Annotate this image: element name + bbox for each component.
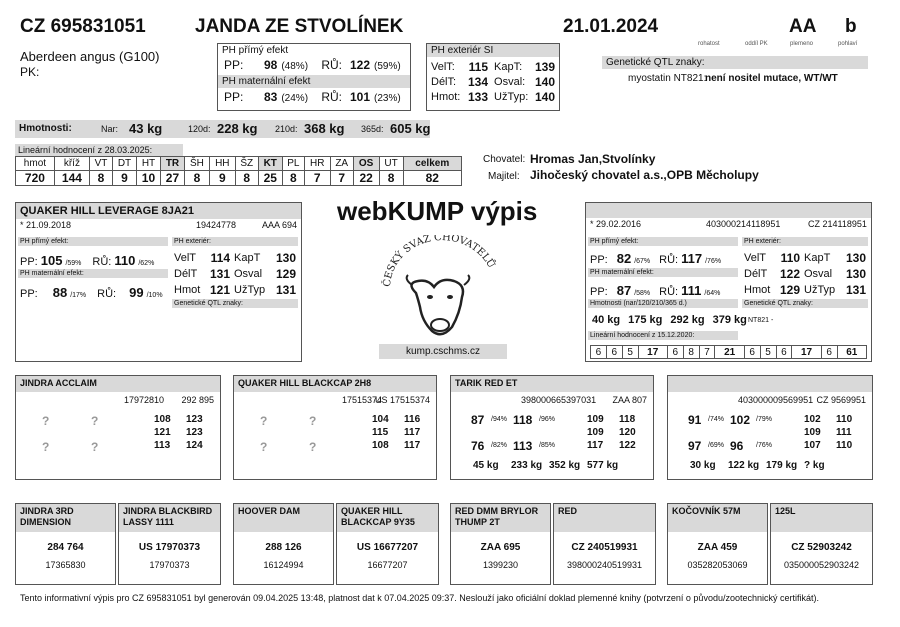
ph-exterior-box <box>426 43 560 111</box>
grandparent-unknown: ? <box>260 414 268 428</box>
weight-365-value: 605 kg <box>390 121 431 136</box>
dam-mpp: 87 <box>616 283 632 298</box>
ph-mru-label: RŮ: <box>321 90 343 104</box>
sire-mru-label: RŮ: <box>97 288 117 300</box>
dam-box <box>585 202 872 362</box>
grandparent-ext: 104 <box>372 414 389 425</box>
grandparent-ext: 109 <box>587 414 604 425</box>
sire-mpp-label: PP: <box>20 288 38 300</box>
ph-mpp-value: 83 <box>263 90 278 104</box>
sire-name: QUAKER HILL LEVERAGE 8JA21 <box>16 203 301 219</box>
dam-ext-value: 129 <box>779 283 800 297</box>
dam-mru: 111 <box>681 283 702 298</box>
sire-ext-value: 129 <box>275 267 296 281</box>
grandparent-name: JINDRA ACCLAIM <box>16 376 220 392</box>
great-grandparent-reg: 17365830 <box>45 560 86 570</box>
dam-ext-value: 130 <box>845 251 866 265</box>
great-grandparent-name: JINDRA 3RD DIMENSION <box>16 504 115 532</box>
grandparent-name <box>668 376 872 392</box>
grandparent-ru: 96 <box>730 439 744 453</box>
great-grandparent-breed: US 16677207 <box>356 542 419 553</box>
ext-label: DélT: <box>431 75 457 88</box>
grandparent-box <box>450 375 654 480</box>
sire-ext-label: Osval <box>234 268 263 280</box>
dam-linear-cell: 61 <box>837 346 866 359</box>
grandparent-reg: 17972810 <box>124 395 165 405</box>
cschms-logo <box>376 235 506 343</box>
linear-value-cell: 10 <box>136 171 160 186</box>
great-grandparent-name: JINDRA BLACKBIRD LASSY 1111 <box>119 504 220 532</box>
grandparent-ext: 113 <box>154 440 171 451</box>
great-grandparent-breed: CZ 52903242 <box>791 542 852 553</box>
grandparent-name: QUAKER HILL BLACKCAP 2H8 <box>234 376 436 392</box>
sire-ext-value: 130 <box>275 251 296 265</box>
animal-id: CZ 695831051 <box>20 16 146 37</box>
ph-maternal-title: PH maternální efekt <box>218 75 410 88</box>
sire-ext-label: KapT <box>234 252 261 264</box>
weight-nar-label: Nar: <box>101 124 119 134</box>
dam-qtl-title: Genetické QTL znaky: <box>742 299 868 308</box>
dam-linear-cell: 6 <box>591 346 607 359</box>
sire-ext-label: UžTyp <box>234 284 266 296</box>
dam-mpp-pct: /58% <box>634 290 651 297</box>
ext-value: 115 <box>468 59 489 74</box>
linear-value-cell: 8 <box>184 171 209 186</box>
great-grandparent-breed: ZAA 695 <box>480 542 521 553</box>
dam-linear-cell: 5 <box>760 346 776 359</box>
grandparent-pp: 97 <box>688 439 702 453</box>
great-grandparent-breed: ZAA 459 <box>697 542 738 553</box>
sire-ext-value: 114 <box>210 251 230 265</box>
dam-ext-value: 122 <box>779 267 800 281</box>
sire-ext-label: VelT <box>174 252 197 264</box>
linear-header-cell: celkem <box>403 157 461 171</box>
great-grandparent-breed: 288 126 <box>265 542 302 553</box>
dam-prime-title: PH přímý efekt: <box>588 237 738 246</box>
sire-prime-title: PH přímý efekt: <box>18 237 168 246</box>
great-grandparent-box <box>118 503 221 585</box>
grandparent-ext: 115 <box>372 427 389 438</box>
linear-value-cell: 22 <box>353 171 379 186</box>
great-grandparent-box <box>553 503 656 585</box>
dam-ext-value: 110 <box>780 251 800 265</box>
breeder-value: Hromas Jan,Stvolínky <box>530 152 656 166</box>
grandparent-weight: 233 kg <box>511 460 543 471</box>
linear-value-cell: 8 <box>282 171 304 186</box>
dam-ext-value: 130 <box>845 267 866 281</box>
animal-name: JANDA ZE STVOLÍNEK <box>195 16 404 37</box>
grandparent-ext: 108 <box>154 414 171 425</box>
ext-label: Hmot: <box>431 90 461 103</box>
linear-value-cell: 7 <box>330 171 353 186</box>
sire-qtl-title: Genetické QTL znaky: <box>172 299 298 308</box>
grandparent-weight: 577 kg <box>587 460 619 471</box>
dam-qtl-value: NT821 - <box>748 317 774 324</box>
dam-linear-cell: 17 <box>638 346 667 359</box>
great-grandparent-reg: 035000052903242 <box>783 560 860 570</box>
great-grandparent-box <box>15 503 116 585</box>
dam-linear-cell: 17 <box>792 346 821 359</box>
dam-mru-pct: /64% <box>704 290 721 297</box>
linear-value-cell: 720 <box>16 171 55 186</box>
dam-ext-label: KapT <box>804 252 831 264</box>
grandparent-pp-pct: /69% <box>708 442 724 449</box>
grandparent-ext: 117 <box>404 427 421 438</box>
ph-pp-value: 98 <box>263 58 278 72</box>
dam-ext-label: UžTyp <box>804 284 836 296</box>
sire-ru-pct: /62% <box>138 260 155 267</box>
dam-ru-pct: /76% <box>705 258 722 265</box>
linear-header-cell: ZA <box>330 157 353 171</box>
dam-ru: 117 <box>681 251 703 266</box>
grandparent-ru: 102 <box>730 413 751 427</box>
grandparent-box <box>15 375 221 480</box>
grandparent-reg: 17515374 <box>342 395 383 405</box>
dam-weights-title: Hmotnosti (nar/120/210/365 d.) <box>588 299 738 308</box>
weight-210-label: 210d: <box>275 124 298 134</box>
grandparent-ext: 124 <box>186 440 203 451</box>
birth-date: 21.01.2024 <box>563 16 659 37</box>
dam-weight-1: 175 kg <box>628 314 663 326</box>
grandparent-ext: 117 <box>587 440 604 451</box>
great-grandparent-reg: 035282053069 <box>687 560 748 570</box>
dam-pp: 82 <box>616 251 632 266</box>
breed-label: Aberdeen angus (G100) <box>20 49 160 64</box>
weight-210-value: 368 kg <box>304 121 345 136</box>
grandparent-weight: 179 kg <box>766 460 798 471</box>
qtl-value: není nositel mutace, WT/WT <box>705 73 838 84</box>
great-grandparent-box <box>450 503 551 585</box>
dam-linear-cell: 8 <box>683 346 699 359</box>
grandparent-ru-pct: /85% <box>539 442 555 449</box>
linear-header-cell: hmot <box>16 157 55 171</box>
grandparent-ext: 111 <box>836 427 852 438</box>
dam-mru-label: RŮ: <box>659 286 679 298</box>
ph-mpp-pct: (24%) <box>281 93 309 104</box>
dam-linear-cell: 7 <box>699 346 715 359</box>
grandparent-unknown: ? <box>309 414 317 428</box>
weight-nar-value: 43 kg <box>129 121 163 136</box>
sire-ext-title: PH exteriér: <box>172 237 298 246</box>
grandparent-ru-pct: /76% <box>756 442 772 449</box>
great-grandparent-reg: 398000240519931 <box>566 560 643 570</box>
dam-ext-label: Osval <box>804 268 833 280</box>
horn-code: AA <box>789 16 817 37</box>
svg-text:ČESKÝ SVAZ CHOVATELŮ MASNÉHO S <box>376 235 498 287</box>
great-grandparent-box <box>233 503 334 585</box>
dam-ext-label: DélT <box>744 268 768 280</box>
great-grandparent-name: KOČOVNÍK 57M <box>668 504 767 532</box>
sire-mru-pct: /10% <box>146 292 163 299</box>
ph-effects-box <box>217 43 411 111</box>
grandparent-ext: 116 <box>404 414 421 425</box>
linear-value-cell: 144 <box>54 171 89 186</box>
great-grandparent-breed: 284 764 <box>47 542 84 553</box>
linear-header-cell: VT <box>89 157 112 171</box>
ext-label: VelT: <box>431 60 455 73</box>
sire-ext-label: Hmot <box>174 284 201 296</box>
ext-value: 133 <box>468 89 489 104</box>
breeder-label: Chovatel: <box>483 154 526 165</box>
grandparent-pp-pct: /74% <box>708 416 724 423</box>
sire-ext-value: 131 <box>209 267 230 281</box>
linear-header-cell: PL <box>282 157 304 171</box>
linear-header-cell: TR <box>160 157 184 171</box>
weight-120-label: 120d: <box>188 124 211 134</box>
sire-pp-label: PP: <box>20 256 38 268</box>
sub-label-rohatost: rohatost <box>698 41 720 47</box>
grandparent-weight: 122 kg <box>728 460 760 471</box>
great-grandparent-breed: US 17970373 <box>138 542 201 553</box>
dam-pp-label: PP: <box>590 254 608 266</box>
linear-header-cell: OS <box>353 157 379 171</box>
grandparent-ext: 110 <box>836 414 853 425</box>
sire-ext-label: DélT <box>174 268 198 280</box>
linear-header-cell: HH <box>209 157 235 171</box>
linear-value-cell: 8 <box>235 171 258 186</box>
ph-ru-label: RŮ: <box>321 58 343 72</box>
dam-id: CZ 214118951 <box>808 219 867 229</box>
grandparent-ext: 123 <box>186 427 203 438</box>
ph-pp-pct: (48%) <box>281 61 309 72</box>
owner-value: Jihočeský chovatel a.s.,OPB Měcholupy <box>530 168 759 182</box>
great-grandparent-reg: 16677207 <box>367 560 408 570</box>
dam-weight-3: 379 kg <box>712 314 747 326</box>
sire-breed: AAA 694 <box>262 220 298 230</box>
grandparent-pp-pct: /94% <box>491 416 507 423</box>
grandparent-ext: 108 <box>372 440 389 451</box>
center-title: webKUMP výpis <box>337 196 538 226</box>
dam-linear-cell: 6 <box>744 346 760 359</box>
weight-120-value: 228 kg <box>217 121 258 136</box>
great-grandparent-box <box>770 503 873 585</box>
great-grandparent-name: QUAKER HILL BLACKCAP 9Y35 <box>337 504 438 532</box>
grandparent-reg: 403000009569951 <box>738 395 814 405</box>
ext-label: Osval: <box>494 75 526 88</box>
linear-value-cell: 25 <box>258 171 282 186</box>
dam-linear-table <box>590 345 867 359</box>
grandparent-ext: 118 <box>619 414 636 425</box>
sire-mpp-pct: /17% <box>70 292 87 299</box>
dam-linear-cell: 6 <box>667 346 683 359</box>
sire-ext-value: 121 <box>209 283 230 297</box>
ph-mru-pct: (23%) <box>374 93 401 104</box>
sire-box <box>15 202 302 362</box>
grandparent-ext: 109 <box>804 427 821 438</box>
linear-value-cell: 7 <box>304 171 330 186</box>
grandparent-pp: 87 <box>471 413 485 427</box>
grandparent-unknown: ? <box>42 440 50 454</box>
grandparent-unknown: ? <box>91 440 99 454</box>
dam-linear-cell: 6 <box>606 346 622 359</box>
grandparent-breed: US 17515374 <box>374 395 430 405</box>
ph-mru-value: 101 <box>349 90 371 104</box>
dam-linear-cell: 6 <box>776 346 792 359</box>
linear-value-cell: 27 <box>160 171 184 186</box>
sire-pp-pct: /59% <box>65 260 82 267</box>
dam-birth: * 29.02.2016 <box>590 219 642 229</box>
sub-label-oddil: oddíl PK <box>745 41 768 47</box>
grandparent-unknown: ? <box>42 414 50 428</box>
linear-value-cell: 9 <box>113 171 137 186</box>
great-grandparent-reg: 1399230 <box>482 560 519 570</box>
grandparent-ext: 121 <box>154 427 171 438</box>
grandparent-pp-pct: /82% <box>491 442 507 449</box>
grandparent-box <box>233 375 437 480</box>
sex-code: b <box>845 16 857 37</box>
sire-ru: 110 <box>114 253 136 268</box>
dam-ext-title: PH exteriér: <box>742 237 868 246</box>
dam-name <box>586 203 871 218</box>
sub-label-plemeno: plemeno <box>790 41 814 47</box>
grandparent-ext: 123 <box>186 414 203 425</box>
great-grandparent-name: HOOVER DAM <box>234 504 333 532</box>
dam-linear-title: Lineární hodnocení z 15.12.2020: <box>588 331 738 340</box>
linear-title: Lineární hodnocení z 28.03.2025: <box>15 144 183 156</box>
dam-reg: 403000214118951 <box>706 219 781 229</box>
grandparent-ext: 110 <box>836 440 853 451</box>
ext-value: 139 <box>534 59 555 74</box>
great-grandparent-name: RED DMM BRYLOR THUMP 2T <box>451 504 550 532</box>
grandparent-unknown: ? <box>91 414 99 428</box>
linear-header-cell: UT <box>379 157 403 171</box>
dam-linear-cell: 5 <box>622 346 638 359</box>
dam-ext-label: Hmot <box>744 284 771 296</box>
dam-ext-label: VelT <box>744 252 767 264</box>
ph-ru-value: 122 <box>349 58 371 72</box>
ext-value: 140 <box>534 89 555 104</box>
ph-mpp-label: PP: <box>224 90 244 104</box>
footer-note: Tento informativní výpis pro CZ 695831051 byl generován 09.04.2025 13:48, platnost dat k 07.04.2025 09:37. Neslouží jako oficiální doklad plemenné knihy (potvrzení o původu/zootechnický certifikát). <box>20 593 819 603</box>
grandparent-ext: 102 <box>804 414 821 425</box>
grandparent-unknown: ? <box>260 440 268 454</box>
great-grandparent-name: 125L <box>771 504 872 532</box>
linear-header-cell: ŠZ <box>235 157 258 171</box>
grandparent-ru: 113 <box>513 439 533 453</box>
ph-pp-label: PP: <box>224 58 244 72</box>
grandparent-box <box>667 375 873 480</box>
grandparent-ext: 109 <box>587 427 604 438</box>
grandparent-weight: ? kg <box>804 460 825 471</box>
dam-linear-cell: 6 <box>821 346 837 359</box>
qtl-gene: myostatin NT821: <box>628 73 707 84</box>
grandparent-ru-pct: /79% <box>756 416 772 423</box>
sire-birth: * 21.09.2018 <box>20 220 72 230</box>
grandparent-breed: 292 895 <box>181 395 214 405</box>
great-grandparent-box <box>667 503 768 585</box>
great-grandparent-reg: 17970373 <box>149 560 190 570</box>
great-grandparent-reg: 16124994 <box>263 560 304 570</box>
grandparent-unknown: ? <box>309 440 317 454</box>
sire-mat-title: PH maternální efekt: <box>18 269 168 278</box>
linear-header-cell: HR <box>304 157 330 171</box>
ph-ru-pct: (59%) <box>374 61 401 72</box>
ext-label: UžTyp: <box>494 90 529 103</box>
qtl-title: Genetické QTL znaky: <box>602 56 868 69</box>
dam-weight-0: 40 kg <box>592 314 621 326</box>
linear-header-cell: DT <box>113 157 137 171</box>
grandparent-pp: 76 <box>471 439 485 453</box>
sub-label-pohlavi: pohlaví <box>838 41 858 47</box>
linear-value-cell: 8 <box>379 171 403 186</box>
dam-ext-value: 131 <box>845 283 866 297</box>
ext-value: 134 <box>468 74 489 89</box>
grandparent-ext: 117 <box>404 440 421 451</box>
dam-linear-cell: 21 <box>715 346 744 359</box>
pk-label: PK: <box>20 65 40 79</box>
ext-value: 140 <box>534 74 555 89</box>
ph-prime-title: PH přímý efekt <box>222 45 289 56</box>
center-url[interactable]: kump.cschms.cz <box>379 344 507 359</box>
linear-header-cell: kříž <box>54 157 89 171</box>
great-grandparent-box <box>336 503 439 585</box>
dam-weight-2: 292 kg <box>670 314 705 326</box>
linear-value-cell: 8 <box>89 171 112 186</box>
grandparent-ext: 122 <box>619 440 636 451</box>
sire-pp: 105 <box>40 253 63 268</box>
grandparent-weight: 352 kg <box>549 460 581 471</box>
owner-label: Majitel: <box>488 171 520 182</box>
grandparent-breed: CZ 9569951 <box>816 395 866 405</box>
grandparent-breed: ZAA 807 <box>612 395 647 405</box>
grandparent-ext: 107 <box>804 440 821 451</box>
linear-value-cell: 9 <box>209 171 235 186</box>
linear-table <box>15 156 462 186</box>
grandparent-ru-pct: /96% <box>539 416 555 423</box>
sire-ru-label: RŮ: <box>92 256 112 268</box>
grandparent-ru: 118 <box>513 413 533 427</box>
grandparent-ext: 120 <box>619 427 636 438</box>
linear-value-cell: 82 <box>403 171 461 186</box>
grandparent-reg: 398000665397031 <box>521 395 597 405</box>
sire-reg: 19424778 <box>196 220 237 230</box>
sire-mru: 99 <box>129 285 144 300</box>
linear-header-cell: ŠH <box>184 157 209 171</box>
sire-mpp: 88 <box>52 285 68 300</box>
logo-arc-text: ČESKÝ SVAZ CHOVATELŮ <box>381 235 497 288</box>
dam-pp-pct: /67% <box>634 258 651 265</box>
weight-365-label: 365d: <box>361 124 384 134</box>
linear-header-cell: HT <box>136 157 160 171</box>
sire-ext-value: 131 <box>275 283 296 297</box>
great-grandparent-name: RED <box>554 504 655 532</box>
great-grandparent-breed: CZ 240519931 <box>571 542 638 553</box>
linear-header-cell: KT <box>258 157 282 171</box>
grandparent-name: TARIK RED ET <box>451 376 653 392</box>
grandparent-weight: 45 kg <box>473 460 499 471</box>
ph-exterior-title: PH exteriér SI <box>427 44 559 57</box>
ext-label: KapT: <box>494 60 523 73</box>
grandparent-weight: 30 kg <box>690 460 716 471</box>
dam-ru-label: RŮ: <box>659 254 679 266</box>
dam-mat-title: PH maternální efekt: <box>588 268 738 277</box>
dam-mpp-label: PP: <box>590 286 608 298</box>
grandparent-pp: 91 <box>688 413 702 427</box>
weights-title: Hmotnosti: <box>19 123 72 134</box>
